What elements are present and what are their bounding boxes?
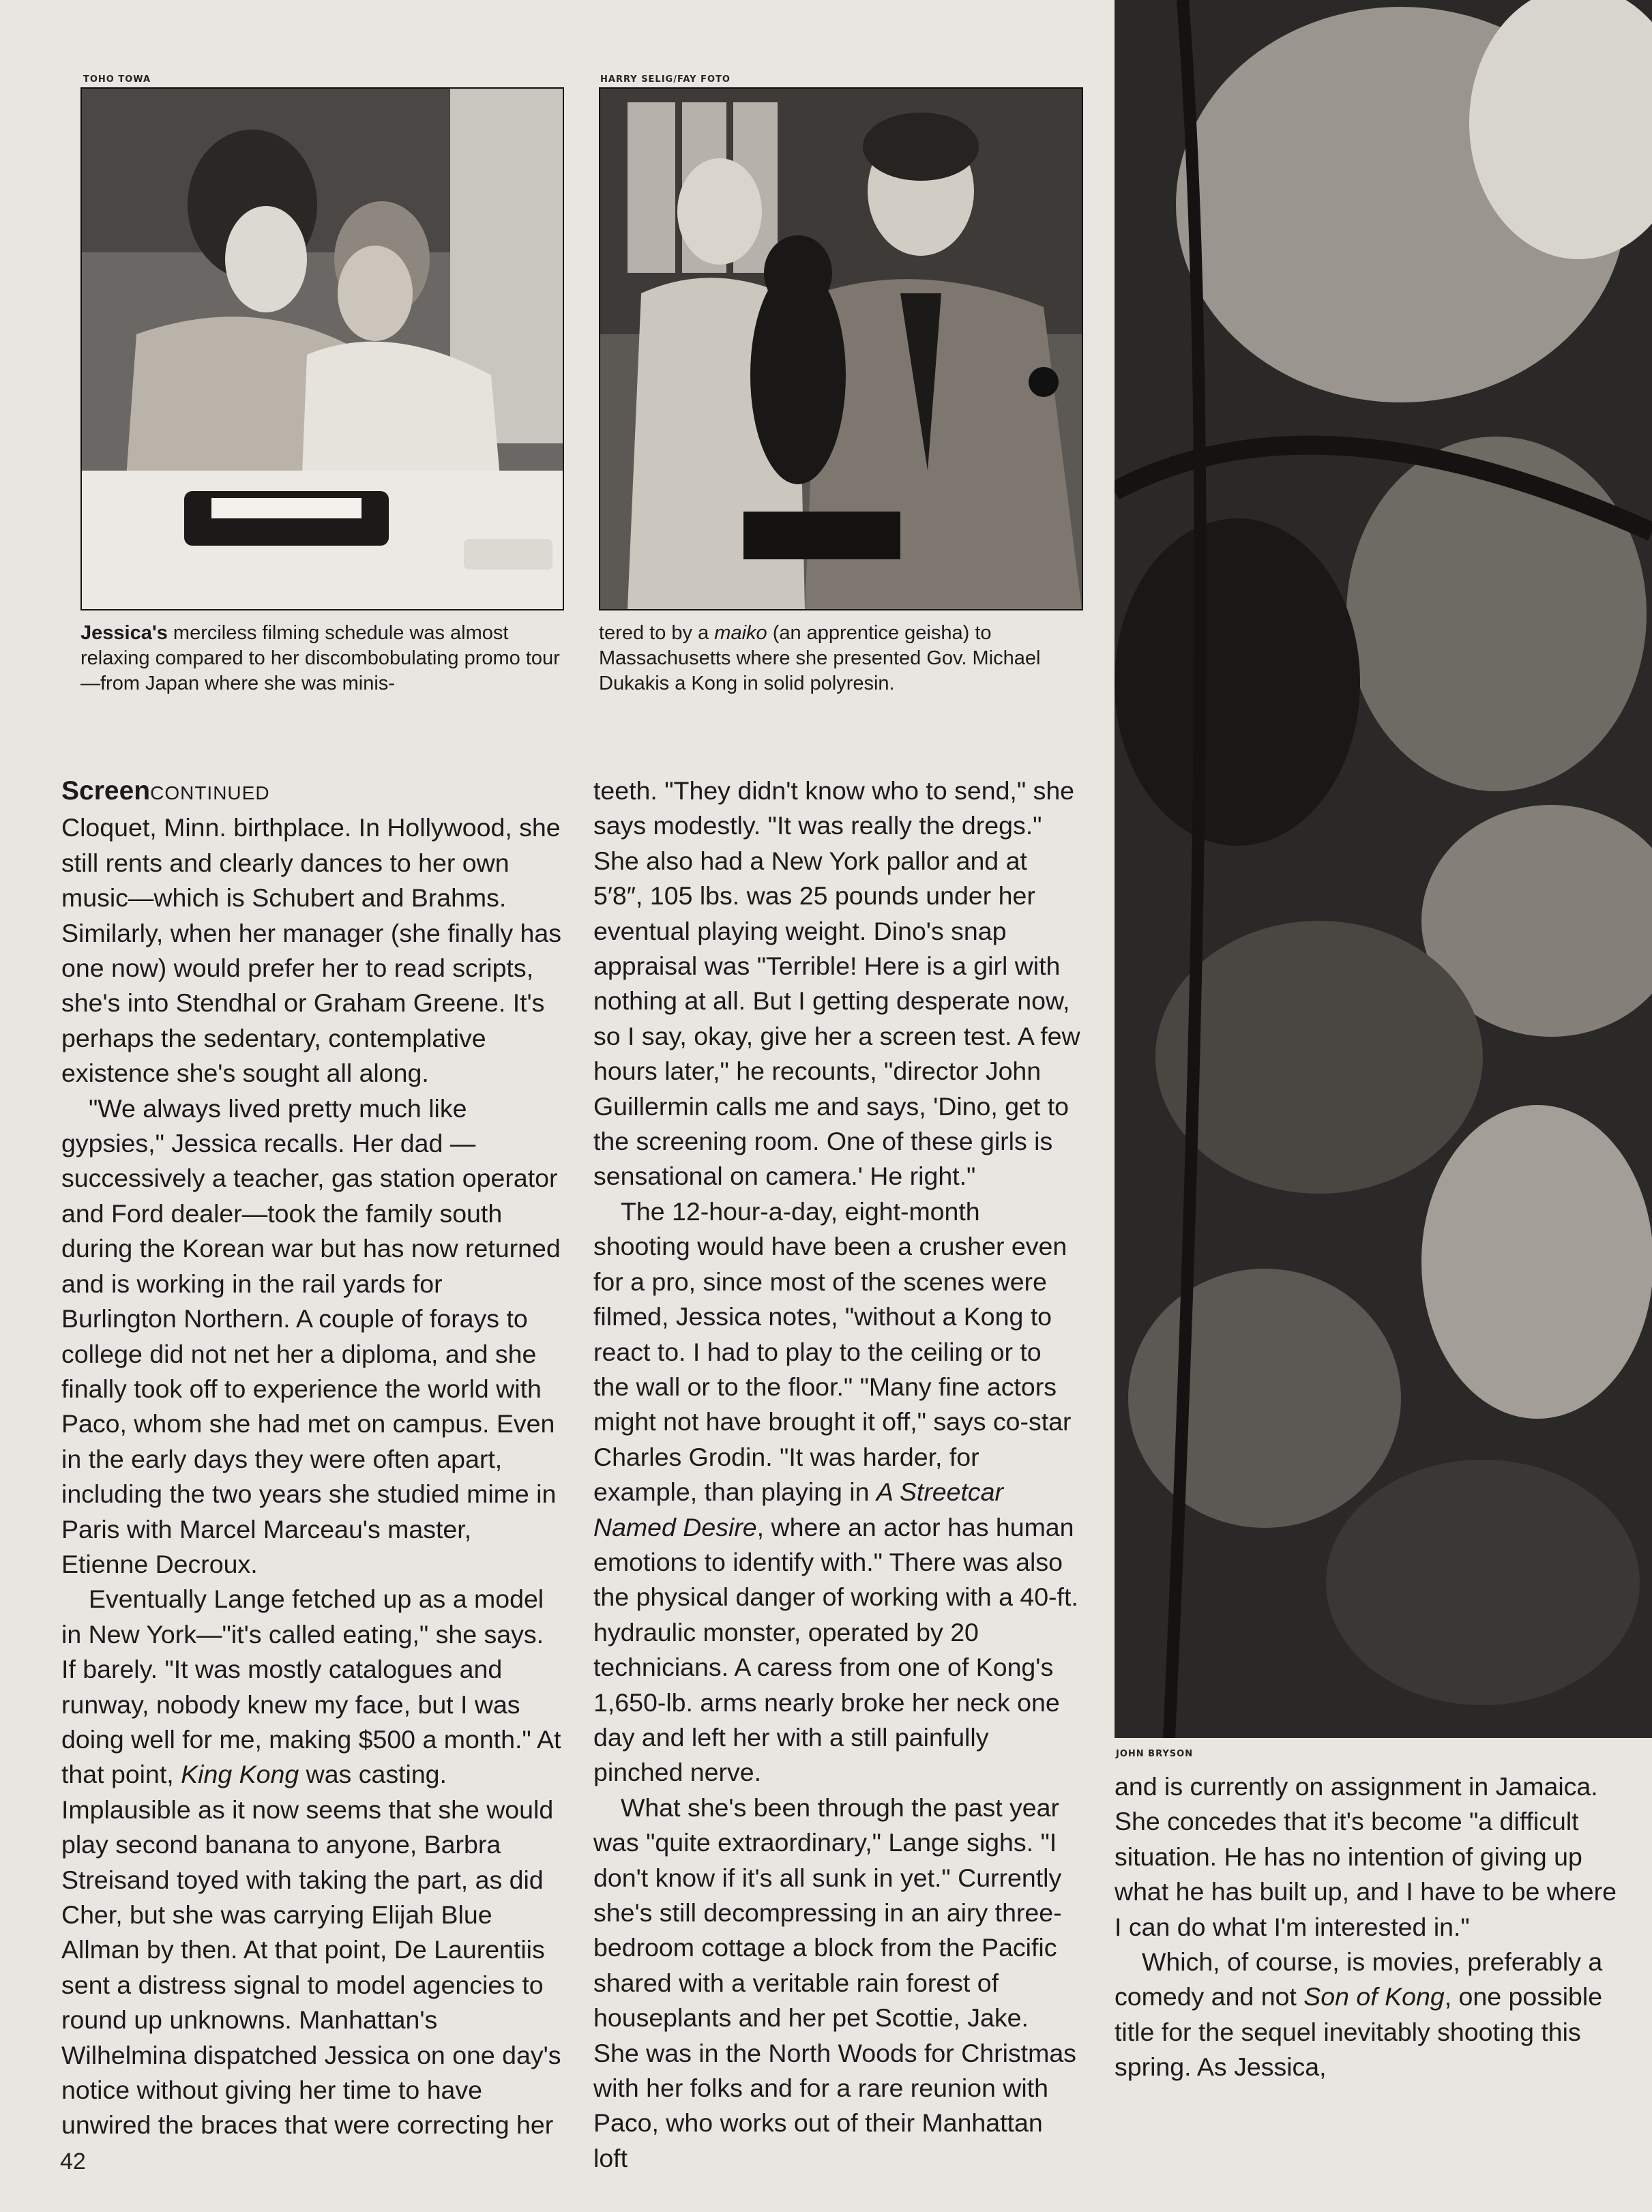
photo-credit-1: TOHO TOWA: [83, 74, 151, 85]
article-column-2: [593, 773, 1081, 2176]
kicker-screen: Screen: [61, 776, 151, 806]
col3-p2-em: Son of Kong: [1303, 1982, 1445, 2011]
col2-p2-em: A Streetcar Named Desire: [593, 1477, 1004, 1542]
col3-p2-b: , one possible title for the sequel inevitably shooting this spring. As Jessica,: [1115, 1982, 1603, 2082]
col3-paragraph-1: and is currently on assignment in Jamaica. She concedes that it's become "a difficult situation. He has no intention of giving up what he has built up, and I have to be where I can do what I'm interested in.": [1115, 1772, 1617, 1941]
col2-p2-b: , where an actor has human emotions to identify with." There was also the physical danger of working with a 40-ft. hydraulic monster, operated by 20 technicians. A caress from one of Kong's 1,650-lb. arms nearly broke her neck one day and left her with a still painfully pinched nerve.: [593, 1512, 1078, 1787]
photo-caption-right: [599, 621, 1080, 696]
caption-right-pre: tered to by a: [599, 622, 715, 644]
photo-jungle: [1115, 0, 1652, 1738]
col1-paragraph-1: Cloquet, Minn. birthplace. In Hollywood, she still rents and clearly dances to her own music—which is Schubert and Brahms. Similarly, when her manager (she finally has one now) would prefer her to read scripts, she's into Stendhal or Graham Greene. It's perhaps the sedentary, contemplative existence she's sought all along.: [61, 813, 561, 1088]
col2-paragraph-2: [593, 1194, 1081, 1790]
col2-paragraph-1: teeth. "They didn't know who to send," she says modestly. "It was really the dregs." She also had a New York pallor and at 5′8″, 105 lbs. was 25 pounds under her eventual playing weight. Dino's snap appraisal was "Terrible! Here is a girl with nothing at all. But I getting desperate now, so I say, okay, give her a screen test. A few hours later," he recounts, "director John Guillermin calls me and says, 'Dino, get to the screening room. One of these girls is sensational on camera.' He right.": [593, 776, 1080, 1191]
kicker-continued: CONTINUED: [150, 782, 270, 803]
photo-geisha: [80, 87, 564, 610]
col1-p3-a: Eventually Lange fetched up as a model in New York—"it's called eating," she says. If barely. "It was mostly catalogues and runway, nobody knew my face, but I was doing well for me, making $500 a month." At that point,: [61, 1584, 561, 1789]
col1-p3-b: was casting. Implausible as it now seems that she would play second banana to anyone, Barbra Streisand toyed with taking the part, as did Cher, but she was carrying Elijah Blue Allman by then. At that point, De Laurentiis sent a distress signal to model agencies to round up unknowns. Manhattan's Wilhelmina dispatched Jessica on one day's notice without giving her time to have unwired the braces that were correcting her: [61, 1760, 561, 2140]
col2-p2-a: The 12-hour-a-day, eight-month shooting would have been a crusher even for a pro, since most of the scenes were filmed, Jessica notes, "without a Kong to react to. I had to play to the ceiling or to the wall or to the floor." "Many fine actors might not have brought it off," says co-star Charles Grodin. "It was harder, for example, than playing in: [593, 1196, 1072, 1507]
caption-right-post: (an apprentice geisha) to Massachusetts where she presented Gov. Michael Dukakis a Kong in solid polyresin.: [599, 622, 1041, 694]
article-column-3: [1115, 1769, 1629, 2085]
photo-credit-3: JOHN BRYSON: [1116, 1749, 1194, 1759]
caption-left-text: merciless filming schedule was almost relaxing compared to her discombobulating promo tour—from Japan where she was minis-: [80, 622, 560, 694]
caption-lead: Jessica's: [80, 622, 168, 644]
caption-right-em: maiko: [714, 622, 767, 644]
photo-credit-2: HARRY SELIG/FAY FOTO: [600, 74, 731, 85]
col3-p2-a: Which, of course, is movies, preferably a comedy and not: [1115, 1947, 1603, 2011]
photo-dukakis: [599, 87, 1083, 610]
photo-caption-left: [80, 621, 561, 696]
col1-paragraph-2: "We always lived pretty much like gypsies," Jessica recalls. Her dad —successively a teacher, gas station operator and Ford dealer—took the family south during the Korean war but has now returned and is working in the rail yards for Burlington Northern. A couple of forays to college did not net her a diploma, and she finally took off to experience the world with Paco, whom she had met on campus. Even in the early days they were often apart, including the two years she studied mime in Paris with Marcel Marceau's master, Etienne Decroux.: [61, 1093, 561, 1578]
col3-paragraph-2: [1115, 1945, 1629, 2085]
col1-paragraph-3: [61, 1582, 563, 2143]
article-column-1: [61, 773, 563, 2143]
col2-paragraph-3: What she's been through the past year was "quite extraordinary," Lange sighs. "I don't know if it's all sunk in yet." Currently she's still decompressing in an airy three-bedroom cottage a block from the Pacific shared with a veritable rain forest of houseplants and her pet Scottie, Jake. She was in the North Woods for Christmas with her folks and for a rare reunion with Paco, who works out of their Manhattan loft: [593, 1793, 1076, 2172]
page-number: 42: [60, 2149, 86, 2174]
col1-p3-em: King Kong: [181, 1760, 299, 1789]
section-kicker: [61, 773, 563, 810]
